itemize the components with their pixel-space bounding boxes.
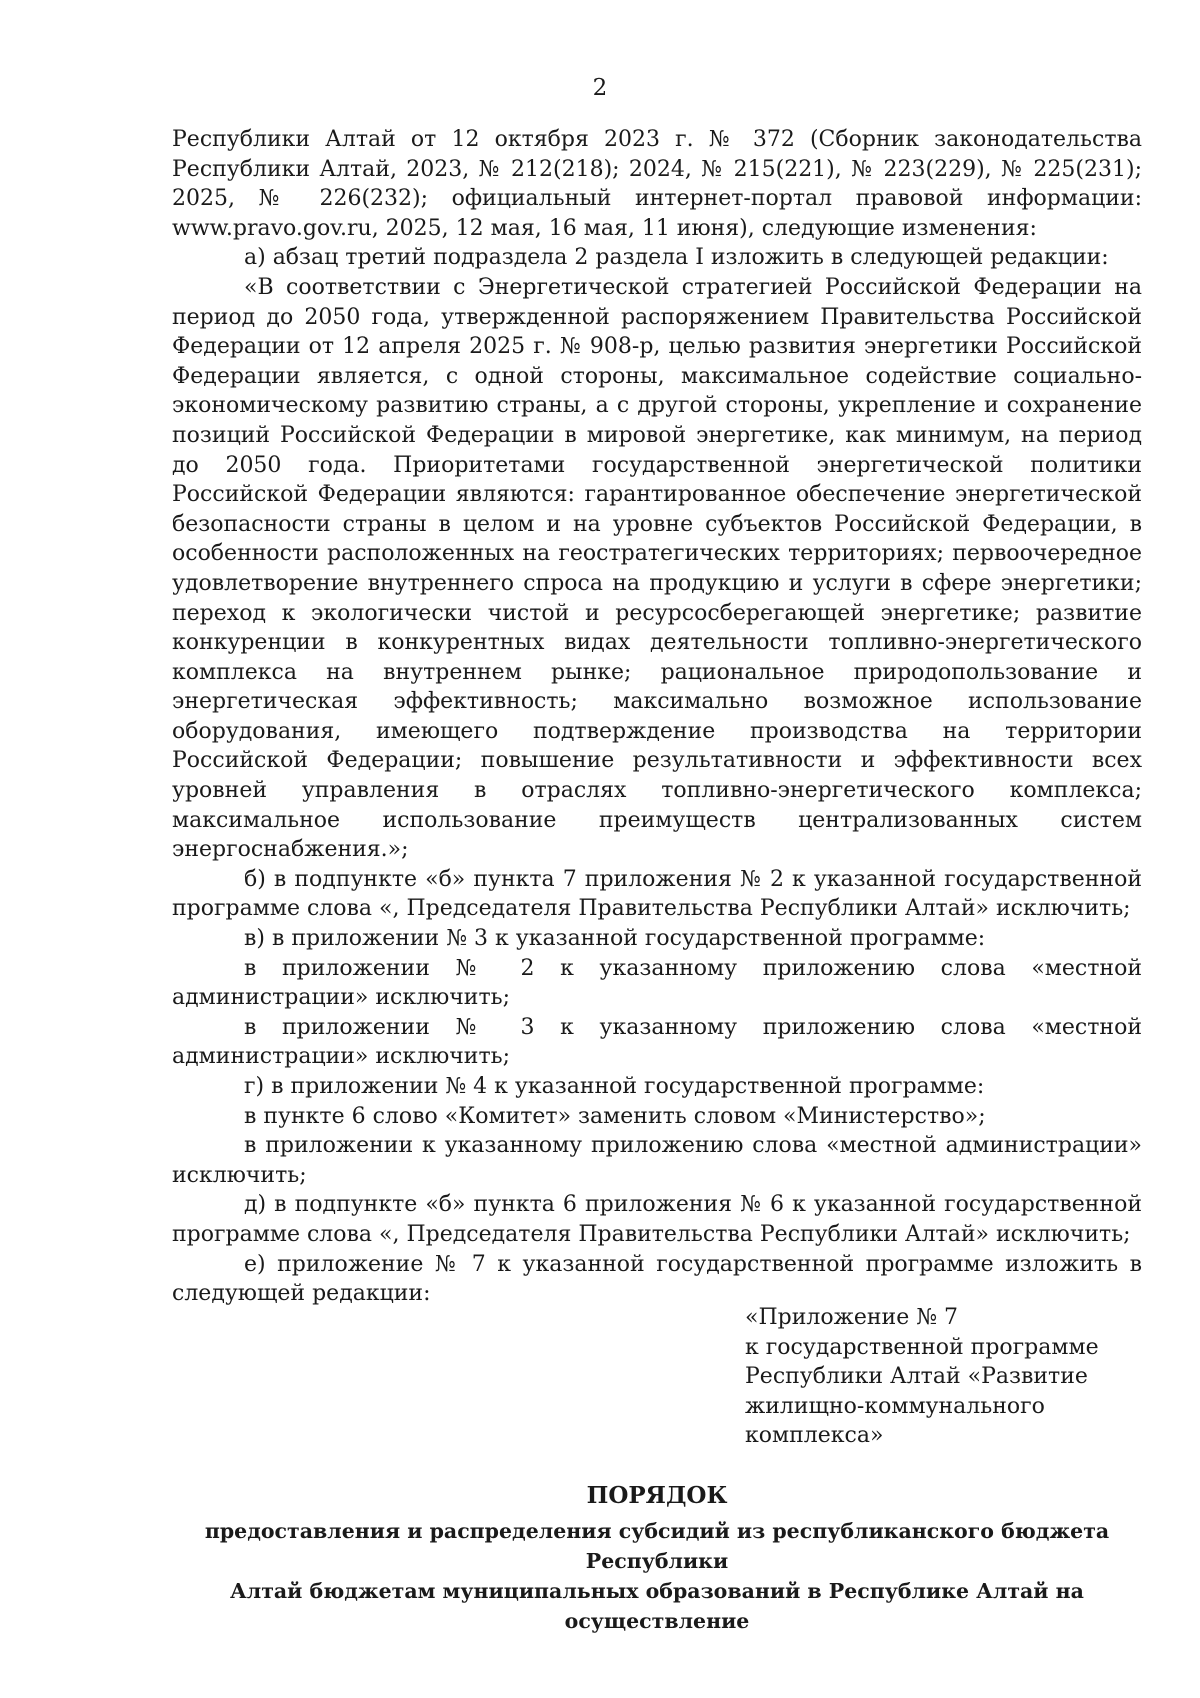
paragraph-item-b: б) в подпункте «б» пункта 7 приложения № 2 к указанной государственной программе слова «, Председателя Правительства Республики Алтай» исключить; <box>172 866 1142 922</box>
paragraph-item-g-appendix: в приложении к указанному приложению слова «местной администрации» исключить; <box>172 1133 1142 1188</box>
appendix-note <box>745 1303 1145 1451</box>
appendix-note-line: комплекса» <box>745 1423 884 1449</box>
paragraph-item-v-appendix-3: в приложении № 3 к указанному приложению слова «местной администрации» исключить; <box>172 1014 1142 1070</box>
paragraph-energy-strategy-quote: «В соответствии с Энергетической стратегией Российской Федерации на период до 2050 года, утвержденной распоряжением Правительства Российской Федерации от 12 апреля 2025 г. № 908-р, целью развития энергетики Российской Федерации является, с одной стороны, максимальное содействие социально-экономическому развитию страны, а с другой стороны, укрепление и сохранение позиций Российской Федерации в мировой энергетике, как минимум, на период до 2050 года. Приоритетами государственной энергетической политики Российской Федерации являются: гарантированное обеспечение энергетической безопасности страны в целом и на уровне субъектов Российской Федерации, в особенности расположенных на геостратегических территориях; первоочередное удовлетворение внутреннего спроса на продукцию и услуги в сфере энергетики; переход к экологически чистой и ресурсосберегающей энергетике; развитие конкуренции в конкурентных видах деятельности топливно-энергетического комплекса на внутреннем рынке; рациональное природопользование и энергетическая эффективность; максимально возможное использование оборудования, имеющего подтверждение производства на территории Российской Федерации; повышение результативности и эффективности всех уровней управления в отраслях топливно-энергетического комплекса; максимальное использование преимуществ централизованных систем энергоснабжения.»; <box>172 274 1142 863</box>
document-body <box>172 125 1142 1309</box>
paragraph-item-d: д) в подпункте «б» пункта 6 приложения № 6 к указанной государственной программе слова «, Председателя Правительства Республики Алтай» исключить; <box>172 1192 1142 1247</box>
paragraph-item-g-point-6: в пункте 6 слово «Комитет» заменить словом «Министерство»; <box>244 1103 986 1129</box>
paragraph-item-a: а) абзац третий подраздела 2 раздела I изложить в следующей редакции: <box>244 245 1109 271</box>
heading-subtitle-line: Алтай бюджетам муниципальных образований в Республике Алтай на осуществление <box>230 1579 1084 1633</box>
appendix-note-line: жилищно-коммунального <box>745 1393 1045 1419</box>
heading-title: ПОРЯДОК <box>586 1482 728 1509</box>
appendix-note-line: к государственной программе <box>745 1334 1099 1360</box>
procedure-heading <box>172 1480 1142 1636</box>
paragraph-intro: Республики Алтай от 12 октября 2023 г. № 372 (Сборник законодательства Республики Алтай, 2023, № 212(218); 2024, № 215(221), № 223(229), № 225(231); 2025, № 226(232); официальный интернет-портал правовой информации: www.pravo.gov.ru, 2025, 12 мая, 16 мая, 11 июня), следующие изменения: <box>172 127 1142 241</box>
paragraph-item-v: в) в приложении № 3 к указанной государственной программе: <box>244 926 986 952</box>
appendix-note-line: Республики Алтай «Развитие <box>745 1364 1088 1390</box>
paragraph-item-g: г) в приложении № 4 к указанной государственной программе: <box>244 1074 985 1099</box>
page-number: 2 <box>592 75 608 101</box>
paragraph-item-v-appendix-2: в приложении № 2 к указанному приложению слова «местной администрации» исключить; <box>172 955 1142 1011</box>
paragraph-item-e: е) приложение № 7 к указанной государственной программе изложить в следующей редакции: <box>172 1251 1142 1307</box>
appendix-note-line: «Приложение № 7 <box>745 1305 959 1330</box>
heading-subtitle-line: предоставления и распределения субсидий из республиканского бюджета Республики <box>204 1519 1110 1573</box>
